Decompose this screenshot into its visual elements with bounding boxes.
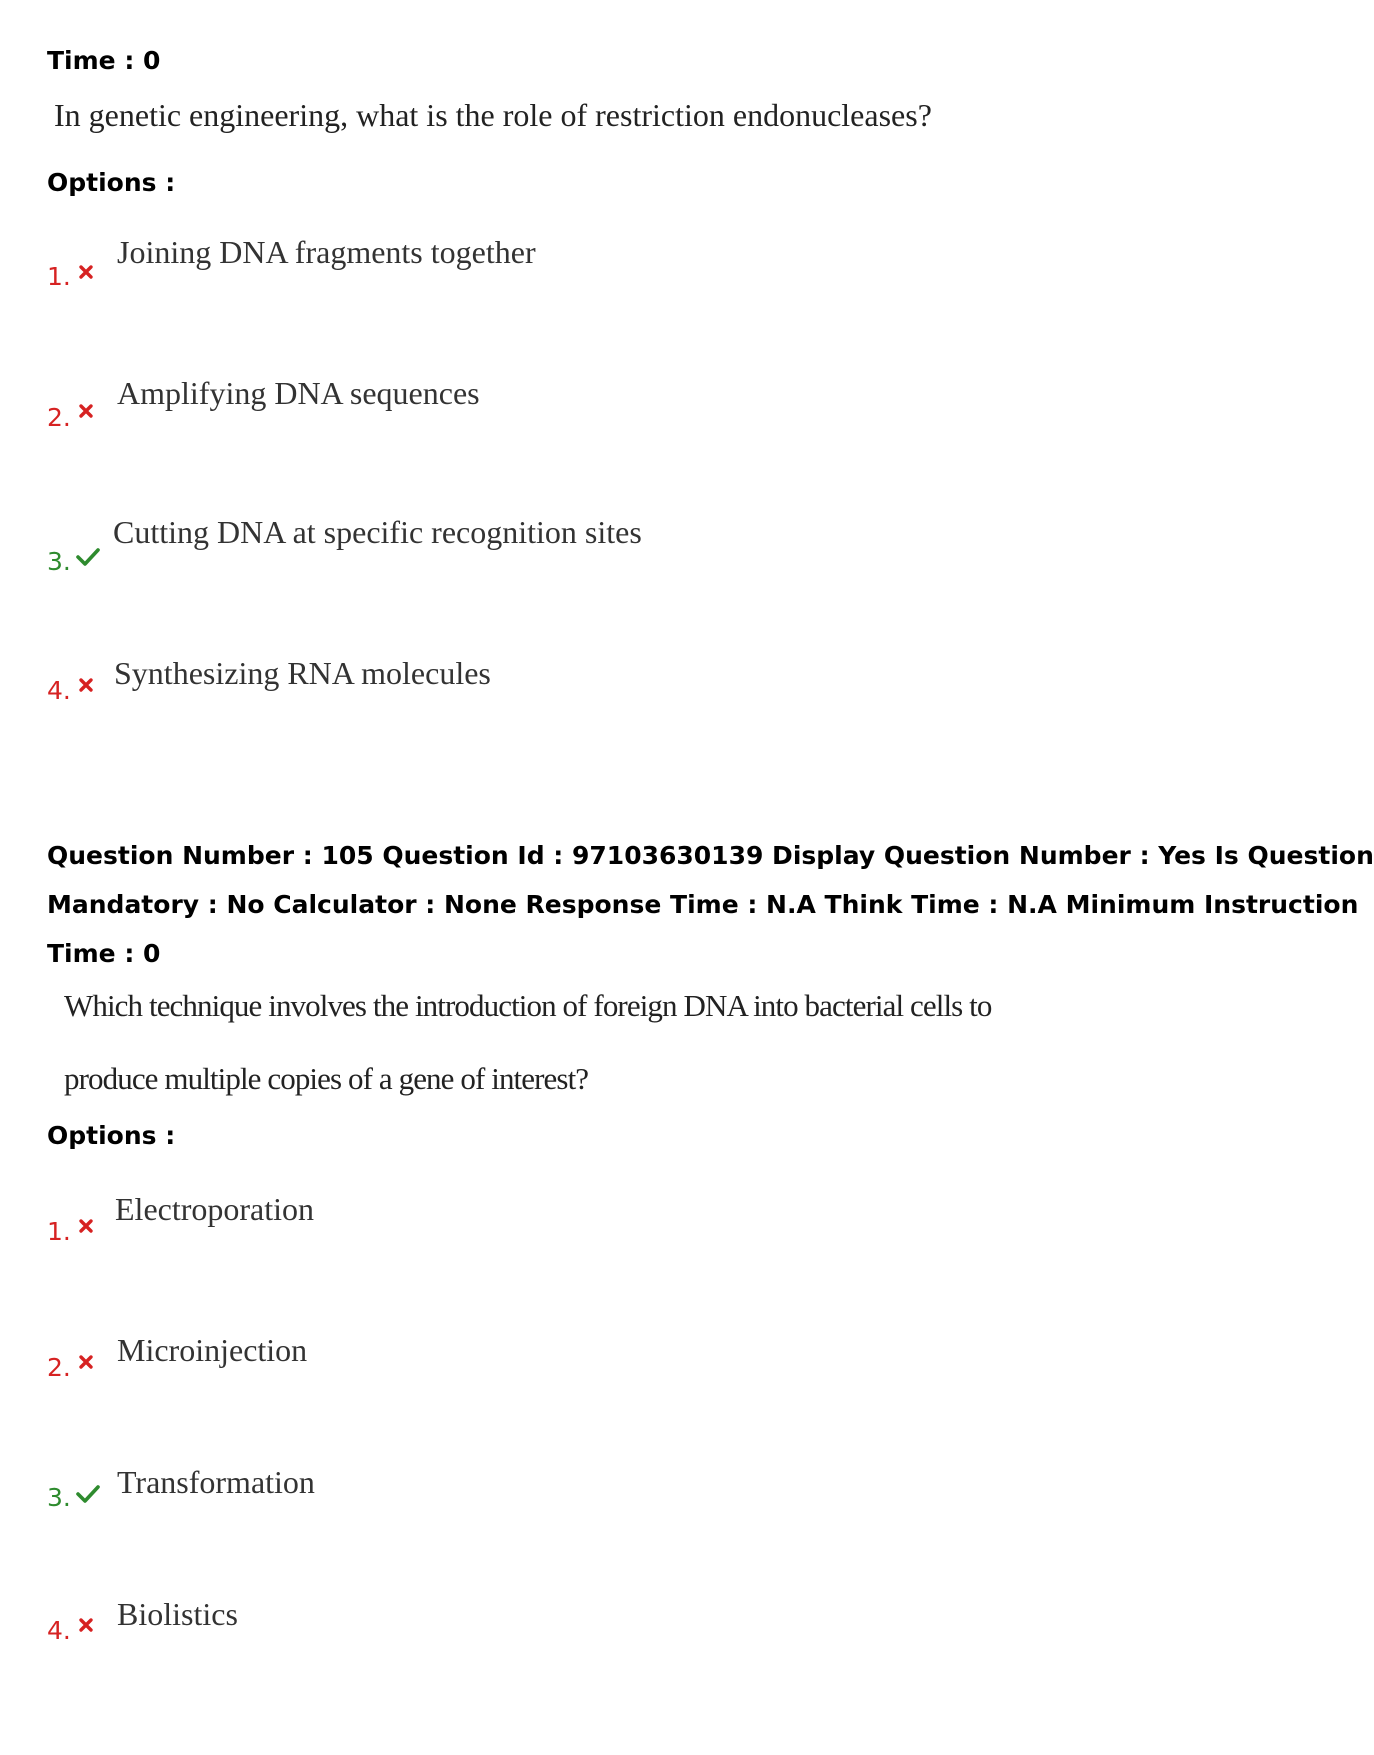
time-label: Time : 0 [47, 46, 161, 75]
option-number: 1. [47, 1217, 71, 1246]
option-text: Amplifying DNA sequences [117, 375, 480, 411]
question-text-line-2: produce multiple copies of a gene of interest? [64, 1061, 589, 1096]
option-text: Electroporation [115, 1191, 315, 1227]
check-icon [76, 547, 100, 567]
cross-icon [78, 1218, 94, 1234]
question-text: In genetic engineering, what is the role of restriction endonucleases? [54, 97, 932, 133]
option-text: Microinjection [117, 1332, 308, 1368]
cross-icon [78, 677, 94, 693]
option-text: Biolistics [117, 1596, 238, 1632]
option-text: Transformation [117, 1464, 315, 1500]
question-text-line-1: Which technique involves the introduction of foreign DNA into bacterial cells to [64, 988, 992, 1023]
options-label: Options : [47, 1121, 176, 1150]
option-number: 3. [47, 547, 71, 576]
cross-icon [78, 1617, 94, 1633]
time-label: Time : 0 [47, 939, 161, 968]
option-number: 1. [47, 262, 71, 291]
question-meta-line-1: Question Number : 105 Question Id : 97103630139 Display Question Number : Yes Is Question [47, 841, 1374, 870]
option-text: Synthesizing RNA molecules [114, 655, 491, 691]
check-icon [76, 1484, 100, 1504]
option-text: Cutting DNA at specific recognition sites [113, 514, 642, 550]
option-number: 2. [47, 1353, 71, 1382]
cross-icon [78, 1354, 94, 1370]
option-number: 4. [47, 676, 71, 705]
question-meta-line-2: Mandatory : No Calculator : None Response Time : N.A Think Time : N.A Minimum Instruction [47, 890, 1359, 919]
options-label: Options : [47, 168, 176, 197]
cross-icon [78, 403, 94, 419]
option-number: 2. [47, 403, 71, 432]
option-number: 4. [47, 1616, 71, 1645]
cross-icon [78, 264, 94, 280]
option-number: 3. [47, 1483, 71, 1512]
option-text: Joining DNA fragments together [117, 234, 536, 270]
